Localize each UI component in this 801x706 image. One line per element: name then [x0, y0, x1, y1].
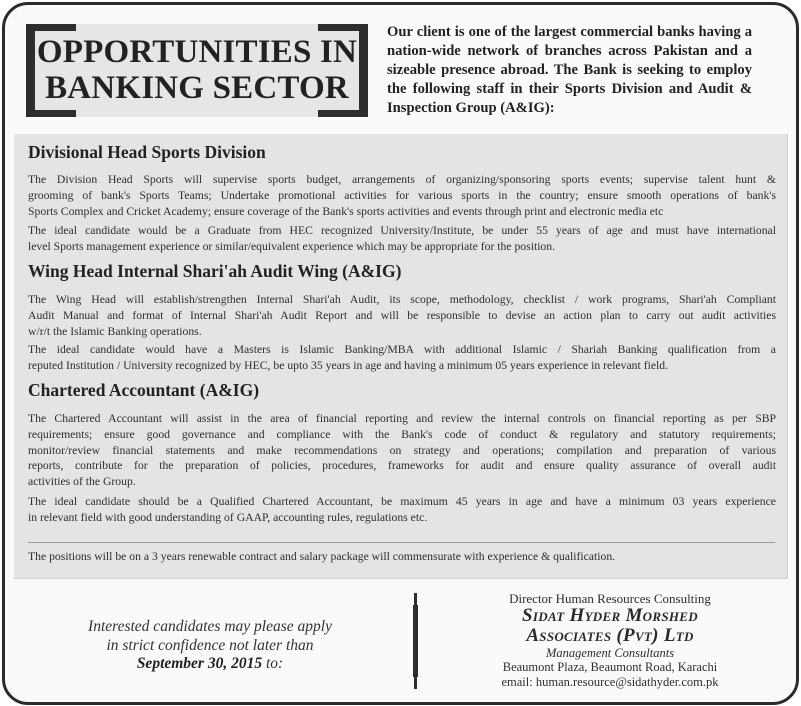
text-line: activities of the Group. [28, 475, 136, 489]
firm-subtitle: Management Consultants [545, 646, 675, 660]
text-line: grooming of bank's Sports Teams; Undertake promotional activities for various sports in the country; ensure smooth operations of bank's [28, 188, 776, 202]
text-line: in relevant field with good understanding of GAAP, accounting rules, regulations etc. [28, 510, 428, 524]
apply-line-1: Interested candidates may please apply [88, 618, 332, 635]
text-line: reports, contribute for the preparation of policies, procedures, frameworks for audit and ensure quality assurance of overall audit [28, 459, 776, 473]
intro-text [387, 23, 752, 118]
text-line: Audit Manual and format of Internal Shari'ah Audit Report and will be responsible to devise an action plan to carry out audit activities [28, 308, 776, 322]
firm-address: Beaumont Plaza, Beaumont Road, Karachi [502, 660, 718, 674]
contact-role: Director Human Resources Consulting [509, 591, 711, 606]
apply-line-3 [40, 655, 380, 674]
paragraph-shariah-requirements [28, 342, 776, 374]
apply-line-2: in strict confidence not later than [106, 636, 314, 654]
text-line: Sports Complex and Cricket Academy; ensure coverage of the Bank's sports activities and events through print and electronic media etc [28, 204, 664, 218]
section-divider [28, 542, 775, 543]
text-line: The ideal candidate would have a Masters is Islamic Banking/MBA with additional Islamic / Shariah Banking qualification from a [28, 343, 776, 356]
apply-suffix: to: [262, 655, 284, 672]
firm-name-line-2: Associates (Pvt) Ltd [526, 625, 694, 646]
text-line: reputed Institution / University recognized by HEC, be upto 35 years in age and having a minimum 05 years experience in relevant field. [28, 358, 669, 372]
text-line: w/r/t the Islamic Banking operations. [28, 324, 202, 338]
deadline-date: September 30, 2015 [136, 655, 263, 672]
contact-email[interactable]: email: human.resource@sidathyder.com.pk [501, 675, 719, 689]
section-title-chartered-accountant: Chartered Accountant (A&IG) [28, 380, 260, 400]
intro-line: sizeable presence abroad. The Bank is seeking to employ [387, 62, 752, 78]
application-instructions [40, 618, 380, 674]
text-line: The Division Head Sports will supervise sports budget, arrangements of organizing/sponsoring sports events; supervise talent hunt & [28, 173, 776, 186]
vertical-divider [414, 593, 417, 689]
text-line: The ideal candidate should be a Qualified Chartered Accountant, be maximum 45 years in age and have a minimum 03 years experience [28, 495, 776, 508]
intro-line: the following staff in their Sports Division and Audit & [387, 81, 752, 97]
heading-box [26, 24, 368, 117]
section-title-shariah-audit: Wing Head Internal Shari'ah Audit Wing (A&IG) [28, 261, 402, 281]
text-line: monitor/review financial statements and make recommendations on strategy and operations; compilation and preparation of various [28, 443, 776, 457]
contract-note [28, 549, 776, 565]
intro-line: Inspection Group (A&IG): [387, 100, 555, 116]
title-line-1: OPPORTUNITIES IN [36, 34, 358, 70]
text-line: level Sports management experience or similar/equivalent experience which may be appropriate for the position. [28, 239, 556, 253]
intro-line: nation-wide network of branches across Pakistan and a [387, 43, 752, 59]
intro-line: Our client is one of the largest commercial banks having a [387, 24, 752, 40]
title-line-2: BANKING SECTOR [45, 70, 349, 106]
paragraph-ca-requirements [28, 494, 776, 526]
text-line: requirements; ensure good governance and compliance with the Bank's code of conduct & regulatory and statutory requirements; [28, 427, 776, 441]
text-line: The Wing Head will establish/strengthen Internal Shari'ah Audit, its scope, methodology, checklist / work programs, Shari'ah Compliant [28, 293, 776, 306]
text-line: The Chartered Accountant will assist in the area of financial reporting and review the internal controls on financial reporting as per SBP [28, 412, 776, 425]
text-line: The positions will be on a 3 years renewable contract and salary package will commensurate with experience & qualification. [28, 550, 616, 563]
paragraph-ca-duties [28, 411, 776, 490]
section-title-sports: Divisional Head Sports Division [28, 142, 266, 162]
text-line: The ideal candidate would be a Graduate from HEC recognized University/Institute, be under 55 years of age and must have international [28, 224, 776, 237]
paragraph-sports-duties [28, 172, 776, 219]
paragraph-shariah-duties [28, 292, 776, 339]
page-title [26, 34, 368, 106]
paragraph-sports-requirements [28, 223, 776, 255]
firm-name-line-1: Sidat Hyder Morshed [522, 605, 698, 626]
contact-block [460, 591, 760, 690]
positions-panel [14, 134, 788, 579]
